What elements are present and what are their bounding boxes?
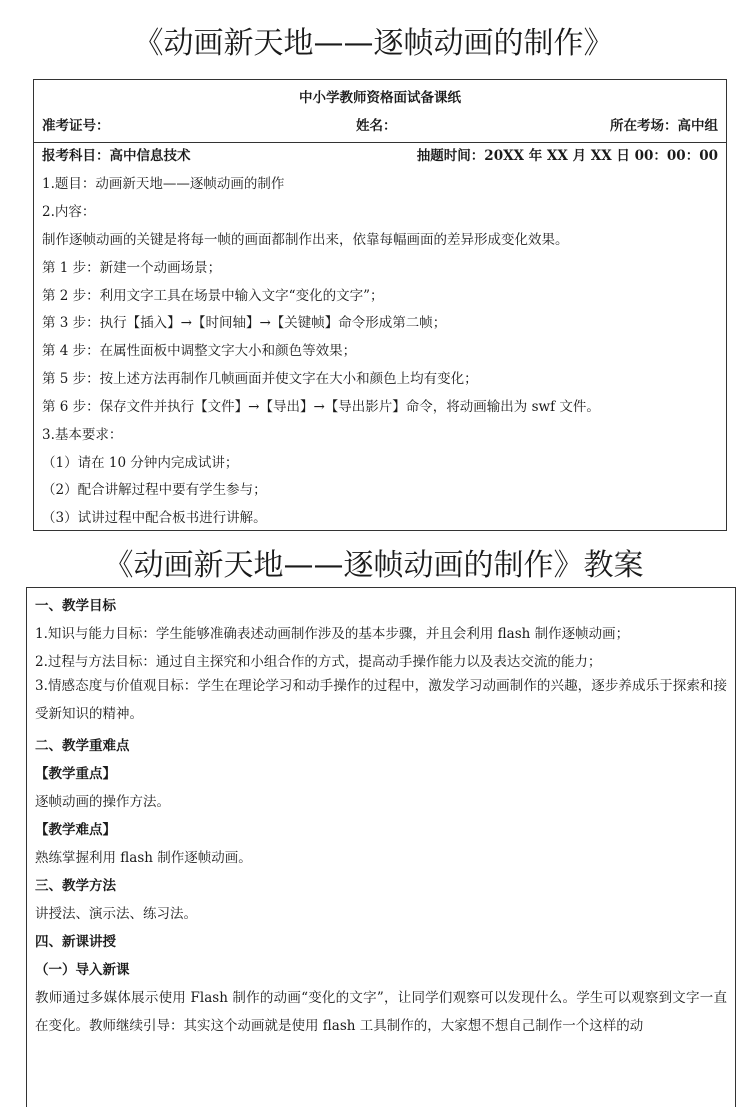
name-label: 姓名： (356, 118, 397, 134)
exam-no-label: 准考证号： (42, 118, 110, 134)
paper-line: （3）试讲过程中配合板书进行讲解。 (42, 510, 267, 526)
paper-line: 第 1 步：新建一个动画场景； (42, 260, 222, 276)
subject-label: 报考科目：高中信息技术 (42, 148, 191, 164)
venue-label: 所在考场：高中组 (610, 118, 718, 134)
intro-paragraph: 教师通过多媒体展示使用 Flash 制作的动画“变化的文字”，让同学们观察可以发现什么。学生可以观察到文字一直在变化。教师继续引导：其实这个动画就是使用 flash 工具制作的，大家想不想自己制作一个这样的动 (35, 990, 727, 1034)
paper-line: 3.基本要求： (42, 427, 123, 443)
methods-text: 讲授法、演示法、练习法。 (35, 906, 197, 922)
paper-line: 第 5 步：按上述方法再制作几帧画面并使文字在大小和颜色上均有变化； (42, 371, 478, 387)
difficulty-label: 【教学难点】 (35, 822, 116, 838)
goal-item: 1.知识与能力目标：学生能够准确表述动画制作涉及的基本步骤，并且会利用 flash 制作逐帧动画； (35, 626, 630, 642)
draw-time-label: 抽题时间：20XX 年 XX 月 XX 日 00：00：00 (416, 148, 718, 164)
section-heading: 二、教学重难点 (35, 738, 130, 754)
section-heading: 三、教学方法 (35, 878, 116, 894)
paper-line: 第 2 步：利用文字工具在场景中输入文字“变化的文字”； (42, 288, 384, 304)
subsection-heading: （一）导入新课 (35, 962, 130, 978)
paper-line: 1.题目：动画新天地——逐帧动画的制作 (42, 176, 285, 192)
lesson-plan-box (26, 587, 736, 1107)
paper-line: 第 4 步：在属性面板中调整文字大小和颜色等效果； (42, 343, 357, 359)
paper-line: 制作逐帧动画的关键是将每一帧的画面都制作出来，依靠每幅画面的差异形成变化效果。 (42, 232, 569, 248)
lesson-plan-title: 《动画新天地——逐帧动画的制作》教案 (103, 548, 644, 583)
difficulty-text: 熟练掌握利用 flash 制作逐帧动画。 (35, 850, 252, 866)
page-title: 《动画新天地——逐帧动画的制作》 (133, 26, 614, 61)
paper-line: （2）配合讲解过程中要有学生参与； (42, 482, 267, 498)
paper-line: 2.内容： (42, 204, 96, 220)
key-point-text: 逐帧动画的操作方法。 (35, 794, 170, 810)
section-heading: 一、教学目标 (35, 598, 116, 614)
prep-paper-box (33, 79, 727, 531)
paper-line: 第 3 步：执行【插入】→【时间轴】→【关键帧】命令形成第二帧； (42, 315, 447, 331)
paper-heading: 中小学教师资格面试备课纸 (299, 90, 461, 106)
goal-item: 2.过程与方法目标：通过自主探究和小组合作的方式，提高动手操作能力以及表达交流的能力； (35, 654, 602, 670)
goal-item: 3.情感态度与价值观目标：学生在理论学习和动手操作的过程中，激发学习动画制作的兴趣，逐步养成乐于探索和接受新知识的精神。 (35, 678, 727, 722)
paper-line: （1）请在 10 分钟内完成试讲； (42, 455, 239, 471)
divider (34, 142, 726, 143)
section-heading: 四、新课讲授 (35, 934, 116, 950)
key-point-label: 【教学重点】 (35, 766, 116, 782)
paper-line: 第 6 步：保存文件并执行【文件】→【导出】→【导出影片】命令，将动画输出为 swf 文件。 (42, 399, 600, 415)
